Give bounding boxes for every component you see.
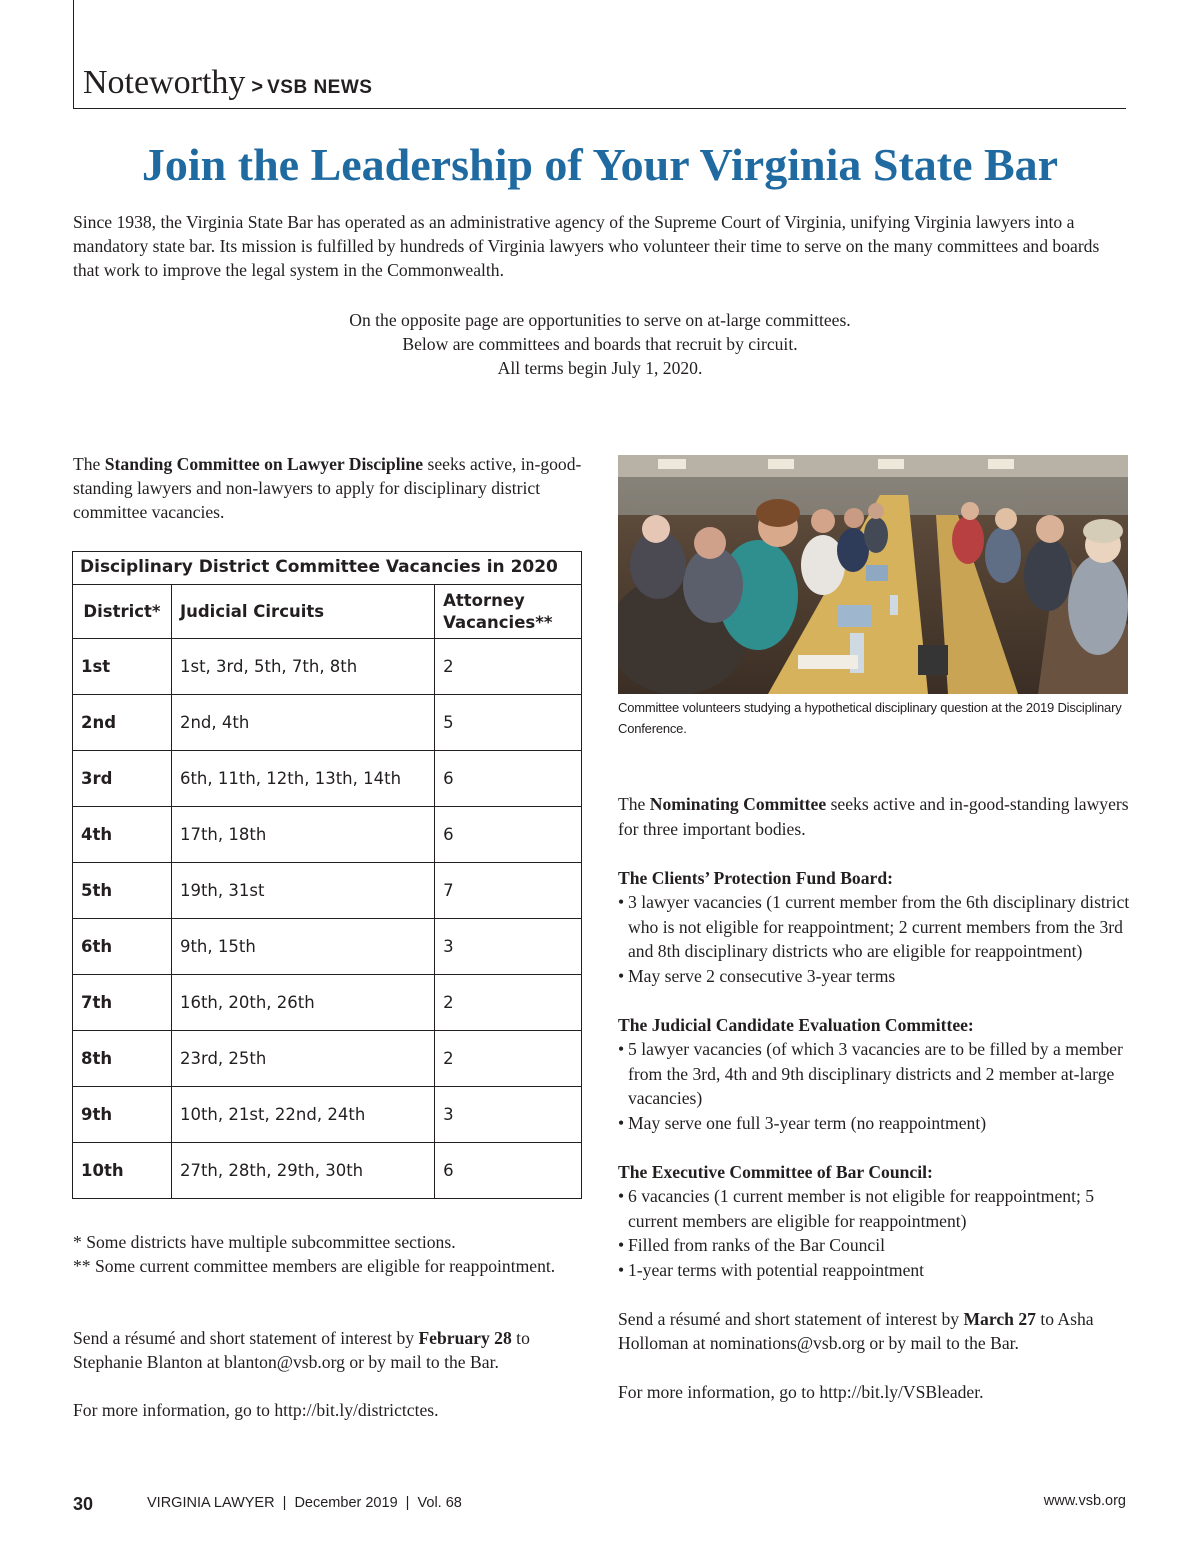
body-bullets-judicial-candidate-evaluation [618, 1037, 1130, 1135]
body-title-judicial-candidate-evaluation: The Judicial Candidate Evaluation Committee: [618, 1014, 974, 1035]
discipline-lead [73, 452, 583, 524]
district-cell: 8th [73, 1031, 172, 1087]
nominating-send-instructions [618, 1307, 1130, 1356]
header-vertical-rule [73, 0, 74, 108]
nominating-send-post: to Asha Holloman at nominations@vsb.org or by mail to the Bar. [618, 1308, 1094, 1353]
vacancies-cell: 6 [435, 807, 582, 863]
discipline-send-pre: Send a résumé and short statement of interest by [73, 1328, 419, 1348]
vacancies-cell: 3 [435, 1087, 582, 1143]
footer-url: www.vsb.org [1043, 1493, 1126, 1509]
table-row [73, 1031, 582, 1087]
intro-line-1: On the opposite page are opportunities to serve on at-large committees. [349, 310, 851, 330]
discipline-lead-post: seeks active, in-good-standing lawyers and non-lawyers to apply for disciplinary district committee vacancies. [73, 454, 582, 522]
table-footnotes [73, 1230, 583, 1278]
list-item: • May serve one full 3-year term (no reappointment) [618, 1111, 1130, 1136]
discipline-send-instructions [73, 1326, 593, 1374]
vacancies-cell: 2 [435, 639, 582, 695]
circuits-cell: 10th, 21st, 22nd, 24th [171, 1087, 434, 1143]
vacancies-cell: 6 [435, 751, 582, 807]
section-name: Noteworthy [83, 64, 246, 101]
list-item: • Filled from ranks of the Bar Council [618, 1233, 1130, 1258]
vacancies-cell: 2 [435, 975, 582, 1031]
table-row [73, 695, 582, 751]
discipline-send-post: to Stephanie Blanton at blanton@vsb.org or by mail to the Bar. [73, 1328, 530, 1372]
header-horizontal-rule [73, 108, 1126, 109]
page-title: Join the Leadership of Your Virginia State Bar [141, 139, 1059, 190]
page-number: 30 [73, 1494, 94, 1514]
footnote-2: ** Some current committee members are eligible for reappointment. [73, 1256, 556, 1276]
district-cell: 5th [73, 863, 172, 919]
district-cell: 6th [73, 919, 172, 975]
district-cell: 1st [73, 639, 172, 695]
discipline-more-info: For more information, go to http://bit.ly/districtctes. [73, 1400, 439, 1420]
circuits-cell: 2nd, 4th [171, 695, 434, 751]
nominating-lead-post: seeks active and in-good-standing lawyers for three important bodies. [618, 794, 1129, 839]
nominating-section [618, 792, 1130, 1405]
vacancies-table [72, 551, 582, 1199]
circuits-cell: 27th, 28th, 29th, 30th [171, 1143, 434, 1199]
circuits-cell: 9th, 15th [171, 919, 434, 975]
nominating-lead [618, 792, 1130, 841]
intro-line-2: Below are committees and boards that recruit by circuit. [402, 334, 798, 354]
section-separator: > [251, 76, 264, 98]
header-attorney-vacancies: Attorney Vacancies** [435, 585, 582, 639]
body-title-executive-committee: The Executive Committee of Bar Council: [618, 1161, 933, 1182]
discipline-lead-pre: The [73, 454, 105, 474]
circuits-cell: 19th, 31st [171, 863, 434, 919]
table-row [73, 975, 582, 1031]
discipline-committee-name: Standing Committee on Lawyer Discipline [104, 454, 424, 474]
district-cell: 4th [73, 807, 172, 863]
circuits-cell: 23rd, 25th [171, 1031, 434, 1087]
intro-paragraph: Since 1938, the Virginia State Bar has operated as an administrative agency of the Supreme Court of Virginia, unifying Virginia lawyers into a mandatory state bar. Its mission is fulfilled by hundreds of Virginia lawyers who volunteer their time to serve on the many committees and boards that work to improve the legal system in the Commonwealth. [73, 212, 1100, 280]
table-row [73, 1087, 582, 1143]
section-subtitle: VSB NEWS [267, 77, 373, 98]
vacancies-cell: 3 [435, 919, 582, 975]
district-cell: 3rd [73, 751, 172, 807]
body-title-clients-protection-fund: The Clients’ Protection Fund Board: [618, 867, 893, 888]
vacancies-table-caption: Disciplinary District Committee Vacancies in 2020 [72, 551, 582, 584]
intro-centered-block [0, 308, 1200, 380]
list-item: • May serve 2 consecutive 3-year terms [618, 964, 1130, 989]
photo-caption: Committee volunteers studying a hypothetical disciplinary question at the 2019 Disciplinary Conference. [618, 700, 1122, 736]
district-cell: 9th [73, 1087, 172, 1143]
circuits-cell: 16th, 20th, 26th [171, 975, 434, 1031]
table-row [73, 919, 582, 975]
section-header [83, 64, 372, 102]
nominating-deadline: March 27 [963, 1308, 1036, 1329]
list-item: • 3 lawyer vacancies (1 current member from the 6th disciplinary district who is not eligible for reappointment; 2 current members from the 3rd and 8th disciplinary districts who are eligible for reappointment) [618, 890, 1130, 964]
table-header-row [73, 585, 582, 639]
body-bullets-executive-committee [618, 1184, 1130, 1282]
district-cell: 7th [73, 975, 172, 1031]
table-row [73, 1143, 582, 1199]
table-row [73, 751, 582, 807]
table-row [73, 807, 582, 863]
nominating-more-info: For more information, go to http://bit.ly/VSBleader. [618, 1382, 984, 1402]
footnote-1: * Some districts have multiple subcommittee sections. [73, 1232, 456, 1252]
nominating-committee-name: Nominating Committee [649, 794, 827, 814]
header-district: District* [73, 585, 172, 639]
intro-line-3: All terms begin July 1, 2020. [497, 358, 703, 378]
list-item: • 6 vacancies (1 current member is not eligible for reappointment; 5 current members are eligible for reappointment) [618, 1184, 1130, 1233]
table-row [73, 639, 582, 695]
circuits-cell: 6th, 11th, 12th, 13th, 14th [171, 751, 434, 807]
magazine-info: VIRGINIA LAWYER | December 2019 | Vol. 68 [147, 1495, 462, 1511]
header-judicial-circuits: Judicial Circuits [171, 585, 434, 639]
conference-photo-image [618, 455, 1128, 694]
vacancies-cell: 5 [435, 695, 582, 751]
list-item: • 5 lawyer vacancies (of which 3 vacancies are to be filled by a member from the 3rd, 4th and 9th disciplinary districts and 2 member at-large vacancies) [618, 1037, 1130, 1111]
circuits-cell: 1st, 3rd, 5th, 7th, 8th [171, 639, 434, 695]
table-row [73, 863, 582, 919]
circuits-cell: 17th, 18th [171, 807, 434, 863]
nominating-send-pre: Send a résumé and short statement of interest by [618, 1308, 964, 1329]
discipline-deadline: February 28 [418, 1328, 512, 1348]
nominating-lead-pre: The [618, 794, 650, 814]
list-item: • 1-year terms with potential reappointment [618, 1258, 1130, 1283]
district-cell: 2nd [73, 695, 172, 751]
district-cell: 10th [73, 1143, 172, 1199]
vacancies-cell: 6 [435, 1143, 582, 1199]
body-bullets-clients-protection-fund [618, 890, 1130, 988]
vacancies-cell: 7 [435, 863, 582, 919]
vacancies-cell: 2 [435, 1031, 582, 1087]
conference-photo [618, 455, 1128, 694]
